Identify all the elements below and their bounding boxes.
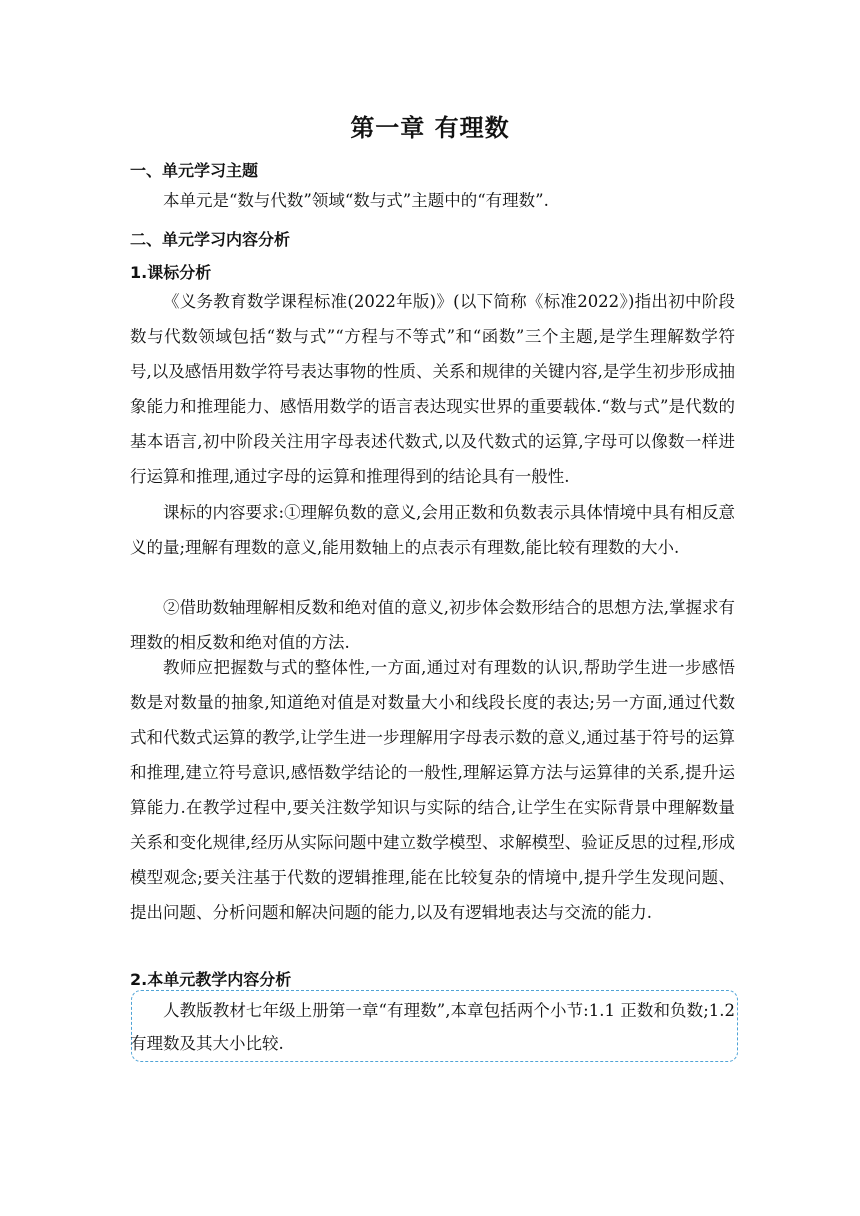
standards-paragraph-1: 《义务教育数学课程标准(2022年版)》(以下简称《标准2022》)指出初中阶段数与代数领域包括“数与式”“方程与不等式”和“函数”三个主题,是学生理解数学符号,以及感悟用数学符号表达事物的性质、关系和规律的关键内容,是学生初步形成抽象能力和推理能力、感悟用数学的语言表达现实世界的重要载体.“数与式”是代数的基本语言,初中阶段关注用字母表述代数式,以及代数式的运算,字母可以像数一样进行运算和推理,通过字母的运算和推理得到的结论具有一般性.	[130, 292, 735, 486]
section1-paragraph: 本单元是“数与代数”领域“数与式”主题中的“有理数”.	[163, 191, 549, 210]
unit-content-paragraph: 人教版教材七年级上册第一章“有理数”,本章包括两个小节:1.1 正数和负数;1.2 有理数及其大小比较.	[130, 1001, 735, 1053]
standards-paragraph-4: 教师应把握数与式的整体性,一方面,通过对有理数的认识,帮助学生进一步感悟数是对数量的抽象,知道绝对值是对数量大小和线段长度的表达;另一方面,通过代数式和代数式运算的教学,让学生进一步理解用字母表示数的意义,通过基于符号的运算和推理,建立符号意识,感悟数学结论的一般性,理解运算方法与运算律的关系,提升运算能力.在教学过程中,要关注数学知识与实际的结合,让学生在实际背景中理解数量关系和变化规律,经历从实际问题中建立数学模型、求解模型、验证反思的过程,形成模型观念;要关注基于代数的逻辑推理,能在比较复杂的情境中,提升学生发现问题、提出问题、分析问题和解决问题的能力,以及有逻辑地表达与交流的能力.	[130, 658, 735, 922]
section-heading-2: 二、单元学习内容分析	[130, 230, 291, 249]
section-heading-1: 一、单元学习主题	[130, 161, 259, 180]
subsection-heading-1: 1.课标分析	[130, 263, 212, 282]
chapter-title: 第一章 有理数	[350, 114, 510, 142]
standards-paragraph-3: ②借助数轴理解相反数和绝对值的意义,初步体会数形结合的思想方法,掌握求有理数的相反数和绝对值的方法.	[130, 598, 735, 652]
subsection-heading-2: 2.本单元教学内容分析	[130, 970, 292, 989]
standards-paragraph-2: 课标的内容要求:①理解负数的意义,会用正数和负数表示具体情境中具有相反意义的量;理解有理数的意义,能用数轴上的点表示有理数,能比较有理数的大小.	[130, 503, 735, 557]
